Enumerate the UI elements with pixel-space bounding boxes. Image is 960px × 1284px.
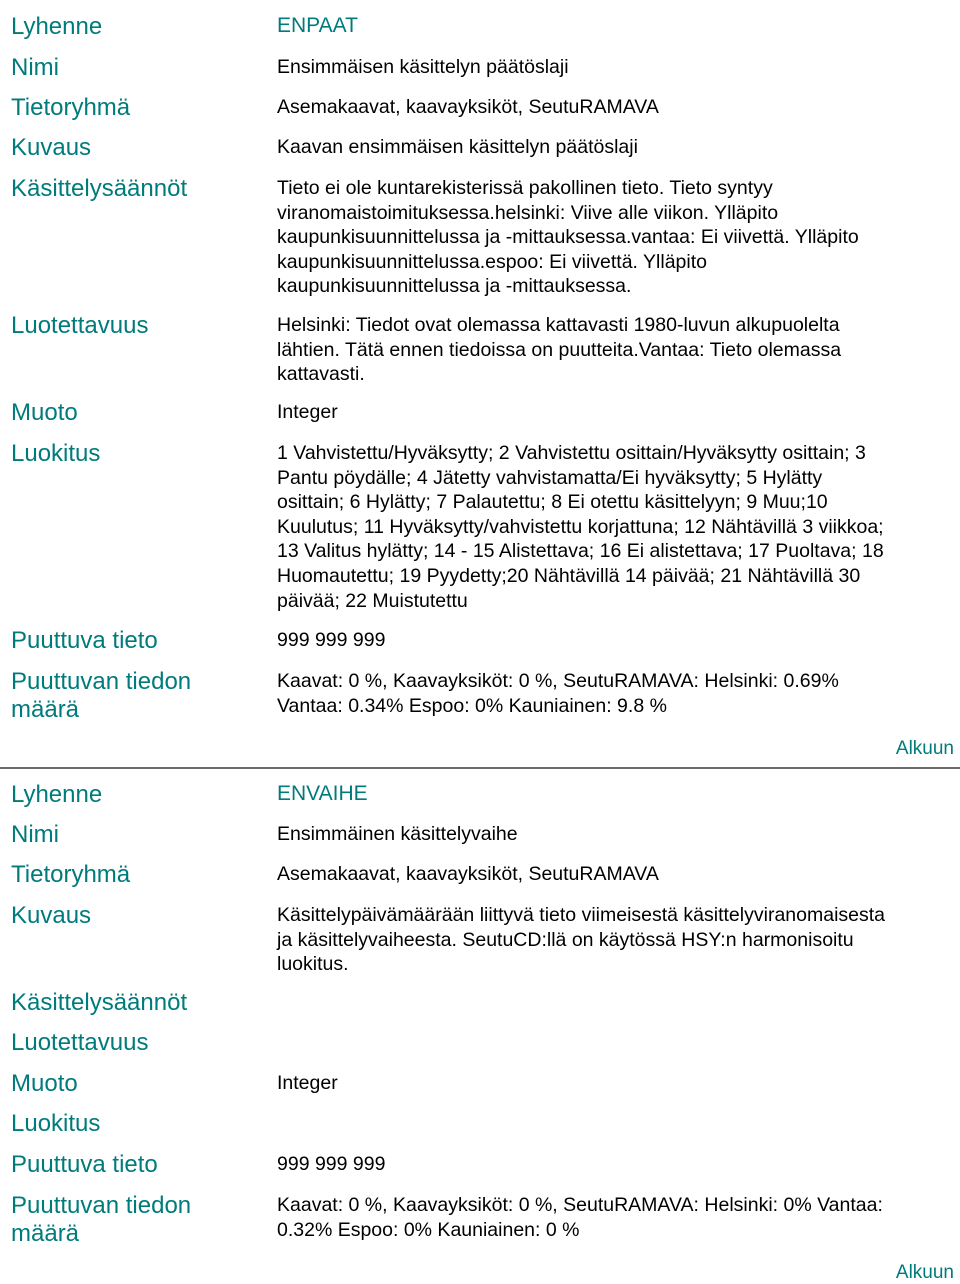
value-missing: 999 999 999 xyxy=(277,629,386,651)
text-line: 0.32% Espoo: 0% Kauniainen: 0 % xyxy=(277,1218,580,1241)
value-missing-amount xyxy=(277,1193,953,1242)
value-missing: 999 999 999 xyxy=(277,1153,386,1175)
label-description: Kuvaus xyxy=(11,134,92,161)
label-classification: Luokitus xyxy=(11,1110,101,1137)
label-line: Puuttuvan tiedon xyxy=(11,668,192,695)
value-format: Integer xyxy=(277,401,338,423)
label-format: Muoto xyxy=(11,399,78,426)
value-classification xyxy=(277,441,953,613)
text-line: Käsittelypäivämäärään liittyvä tieto viimeisestä käsittelyviranomaisesta xyxy=(277,904,886,926)
label-line: määrä xyxy=(11,1220,80,1247)
value-group: Asemakaavat, kaavayksiköt, SeutuRAMAVA xyxy=(277,863,659,885)
text-line: Tieto ei ole kuntarekisterissä pakollinen tieto. Tieto syntyy xyxy=(277,177,773,199)
value-abbr: ENVAIHE xyxy=(277,782,368,805)
label-missing: Puuttuva tieto xyxy=(11,627,158,654)
label-rules: Käsittelysäännöt xyxy=(11,989,188,1016)
label-reliability: Luotettavuus xyxy=(11,312,149,339)
value-description xyxy=(277,903,953,977)
value-name: Ensimmäinen käsittelyvaihe xyxy=(277,823,518,845)
label-line: määrä xyxy=(11,696,80,723)
text-line: Kaavat: 0 %, Kaavayksiköt: 0 %, SeutuRAMAVA: Helsinki: 0% Vantaa: xyxy=(277,1194,883,1216)
label-group: Tietoryhmä xyxy=(11,861,131,888)
text-line: 1 Vahvistettu/Hyväksytty; 2 Vahvistettu osittain/Hyväksytty osittain; 3 xyxy=(277,442,866,464)
label-name: Nimi xyxy=(11,54,59,81)
text-line: Vantaa: 0.34% Espoo: 0% Kauniainen: 9.8 % xyxy=(277,694,667,717)
label-classification: Luokitus xyxy=(11,440,101,467)
value-missing-amount xyxy=(277,669,953,718)
label-format: Muoto xyxy=(11,1070,78,1097)
label-missing-amount xyxy=(11,668,261,724)
record-divider xyxy=(0,767,960,769)
text-line: 13 Valitus hylätty; 14 - 15 Alistettava; 16 Ei alistettava; 17 Puoltava; 18 xyxy=(277,540,884,563)
text-line: ja käsittelyvaiheesta. SeutuCD:llä on käytössä HSY:n harmonisoitu xyxy=(277,928,854,951)
label-line: Puuttuvan tiedon xyxy=(11,1192,192,1219)
label-missing: Puuttuva tieto xyxy=(11,1151,158,1178)
text-line: kattavasti. xyxy=(277,363,365,386)
text-line: kaupunkisuunnittelussa.espoo: Ei viivettä. Ylläpito xyxy=(277,250,707,273)
label-abbr: Lyhenne xyxy=(11,13,103,40)
value-group: Asemakaavat, kaavayksiköt, SeutuRAMAVA xyxy=(277,96,659,118)
text-line: Huomautettu; 19 Pyydetty;20 Nähtävillä 14 päivää; 21 Nähtävillä 30 xyxy=(277,564,861,587)
text-line: Helsinki: Tiedot ovat olemassa kattavasti 1980-luvun alkupuolelta xyxy=(277,314,840,336)
value-description: Kaavan ensimmäisen käsittelyn päätöslaji xyxy=(277,136,638,158)
label-rules: Käsittelysäännöt xyxy=(11,175,188,202)
text-line: viranomaistoimituksessa.helsinki: Viive alle viikon. Ylläpito xyxy=(277,201,779,224)
label-abbr: Lyhenne xyxy=(11,781,103,808)
text-line: Kaavat: 0 %, Kaavayksiköt: 0 %, SeutuRAMAVA: Helsinki: 0.69% xyxy=(277,670,839,692)
value-name: Ensimmäisen käsittelyn päätöslaji xyxy=(277,56,569,78)
text-line: Pantu pöydälle; 4 Jätetty vahvistamatta/Ei hyväksytty; 5 Hylätty xyxy=(277,466,823,489)
label-description: Kuvaus xyxy=(11,902,92,929)
value-reliability xyxy=(277,313,953,387)
back-to-top-link[interactable]: Alkuun xyxy=(895,1262,954,1283)
label-reliability: Luotettavuus xyxy=(11,1029,149,1056)
value-rules xyxy=(277,176,953,299)
label-missing-amount xyxy=(11,1192,261,1248)
text-line: Kuulutus; 11 Hyväksytty/vahvistettu korjattuna; 12 Nähtävillä 3 viikkoa; xyxy=(277,515,884,538)
text-line: osittain; 6 Hylätty; 7 Palautettu; 8 Ei otettu käsittelyyn; 9 Muu;10 xyxy=(277,491,828,514)
text-line: kaupunkisuunnittelussa ja -mittauksessa. xyxy=(277,275,632,298)
value-abbr: ENPAAT xyxy=(277,14,358,37)
text-line: kaupunkisuunnittelussa ja -mittauksessa.vantaa: Ei viivettä. Ylläpito xyxy=(277,226,859,249)
value-format: Integer xyxy=(277,1072,338,1094)
label-group: Tietoryhmä xyxy=(11,94,131,121)
text-line: luokitus. xyxy=(277,953,349,976)
text-line: päivää; 22 Muistutettu xyxy=(277,589,468,612)
back-to-top-link[interactable]: Alkuun xyxy=(895,738,954,759)
label-name: Nimi xyxy=(11,821,59,848)
text-line: lähtien. Tätä ennen tiedoissa on puutteita.Vantaa: Tieto olemassa xyxy=(277,338,842,361)
